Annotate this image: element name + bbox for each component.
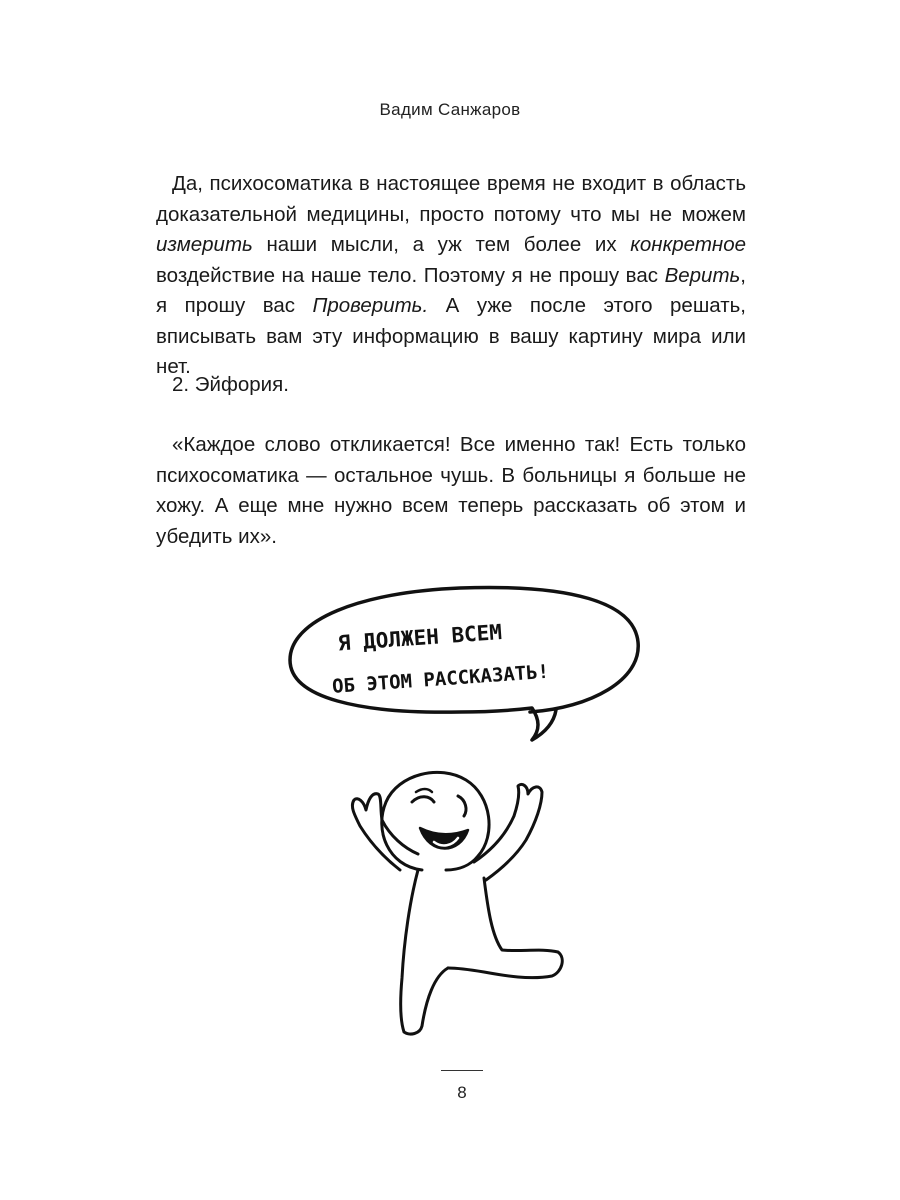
character-head [382,772,489,870]
italic-run: Верить [664,263,741,287]
paragraph-text [156,169,746,383]
cartoon-illustration [270,580,650,1040]
body-right-side [448,878,562,978]
right-eye [458,796,466,816]
paragraph-quote [156,430,746,552]
speech-line-2: ОБ ЭТОМ РАССКАЗАТЬ! [331,660,550,698]
text-run: воздействие на наше тело. Поэтому я не прошу вас [156,263,665,287]
text-run: наши мысли, а уж тем более их [252,233,631,256]
italic-run: измерить [156,233,253,256]
speech-bubble [290,587,638,740]
text-run: , я прошу вас [156,263,746,317]
left-eye [412,797,434,802]
italic-run: конкретное [630,233,746,256]
italic-run: Проверить. [312,294,429,317]
paragraph-euphoria-heading [156,370,746,401]
footer-rule [441,1070,483,1071]
text-run: Да, психосоматика в настоящее время не входит в область доказательной медицины, просто потому что мы не можем [156,172,746,226]
cartoon-svg [270,580,650,1040]
speech-line-1: Я ДОЛЖЕН ВСЕМ [337,620,503,656]
running-head: Вадим Санжаров [379,100,521,119]
page-number: 8 [457,1083,467,1102]
body-left-side [401,870,448,1034]
list-item-heading: 2. Эйфория. [172,373,289,396]
paragraph-psychosomatics [156,169,746,383]
quote-text: «Каждое слово откликается! Все именно так! Есть только психосоматика — остальное чушь. В больницы я больше не хожу. А еще мне нужно всем теперь рассказать об этом и убедить их». [156,433,746,548]
text-run: А уже после этого решать, вписывать вам эту информацию в вашу картину мира или нет. [156,294,746,378]
left-eye-lash [416,789,432,792]
